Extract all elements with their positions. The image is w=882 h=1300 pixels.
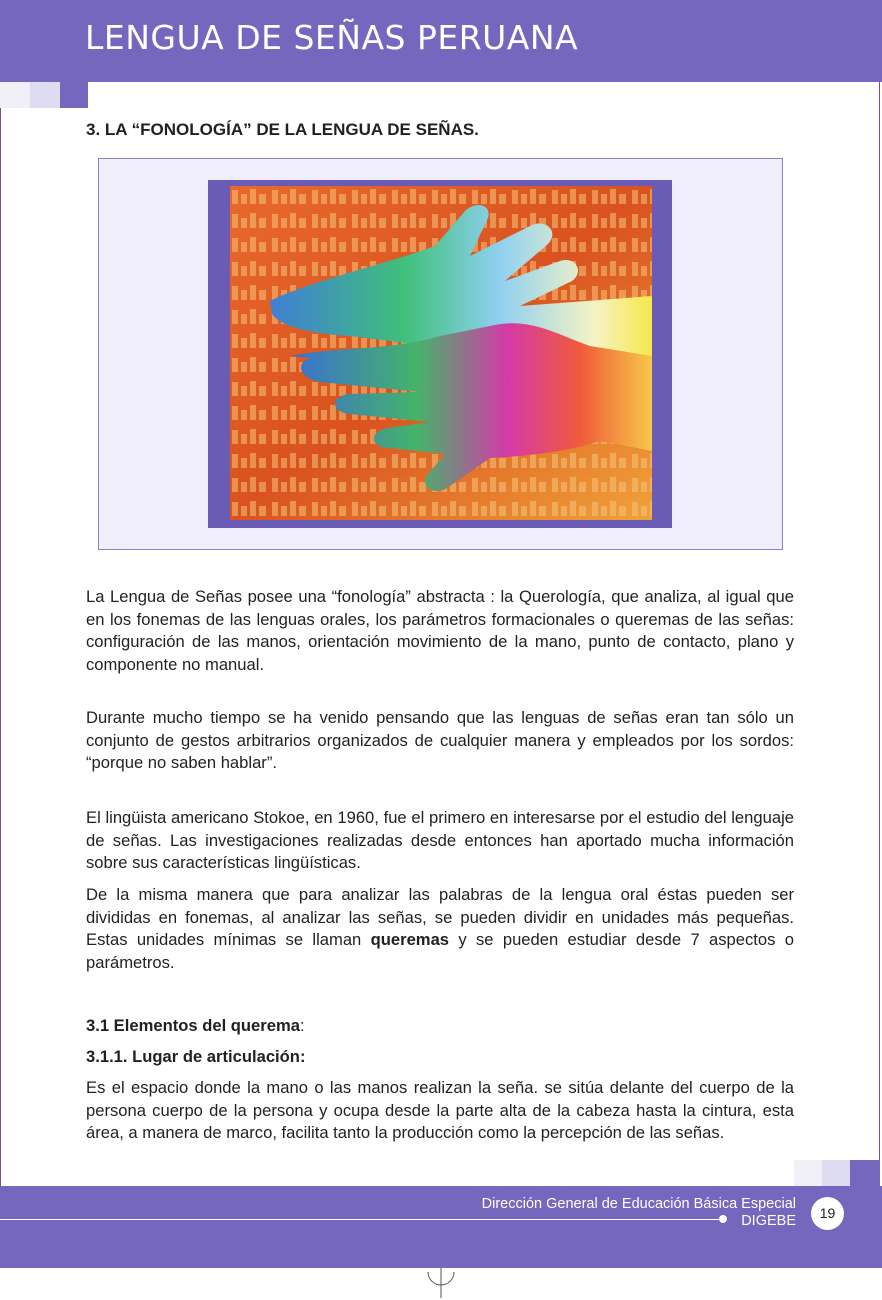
paragraph-queremas-text-a: De la misma manera que para analizar las palabras de la lengua oral éstas pueden ser divididas en fonemas, al analizar las señas, se pueden dividir en unidades más pequeñas. Estas unidades mínimas se llaman	[86, 885, 794, 949]
page-number: 19	[811, 1197, 844, 1230]
header-title: LENGUA DE SEÑAS PERUANA	[85, 18, 579, 57]
section-title: 3. LA “FONOLOGÍA” DE LA LENGUA DE SEÑAS.	[86, 120, 479, 139]
subheading-elementos	[86, 1016, 305, 1036]
header-band	[0, 0, 882, 82]
footer-bullet	[719, 1215, 727, 1223]
hands-illustration	[230, 186, 652, 520]
term-queremas: queremas	[370, 930, 450, 949]
footer-organization: Dirección General de Educación Básica Especial	[481, 1196, 796, 1212]
paragraph-stokoe: El lingüista americano Stokoe, en 1960, fue el primero en interesarse por el estudio del lenguaje de señas. Las investigaciones realizadas desde entonces han aportado mucha información sobre sus características lingüísticas.	[86, 808, 794, 872]
footer-rule	[0, 1219, 722, 1220]
subheading-elementos-label: 3.1 Elementos del querema	[86, 1016, 300, 1035]
subheading-elementos-colon: :	[299, 1016, 305, 1035]
paragraph-gestos: Durante mucho tiempo se ha venido pensando que las lenguas de señas eran tan sólo un conjunto de gestos arbitrarios organizados de cualquier manera y empleados por los sordos: “porque no saben hablar”.	[86, 708, 794, 772]
crop-mark-icon	[426, 1268, 456, 1298]
header-decoration	[0, 82, 88, 108]
paragraph-queremas-text-b: y se pueden estudiar desde 7 aspectos o parámetros.	[86, 930, 794, 972]
paragraph-queremas	[86, 884, 794, 974]
footer-decoration	[794, 1160, 880, 1186]
subheading-lugar: 3.1.1. Lugar de articulación:	[86, 1047, 306, 1066]
paragraph-querologia: La Lengua de Señas posee una “fonología” abstracta : la Querología, que analiza, al igual que en los fonemas de las lenguas orales, los parámetros formacionales o queremas de las señas: configuración de las manos, orientación movimiento de la mano, punto de contacto, plano y componente no manual.	[86, 587, 794, 674]
paragraph-lugar: Es el espacio donde la mano o las manos realizan la seña. se sitúa delante del cuerpo de la persona cuerpo de la persona y ocupa desde la parte alta de la cabeza hasta la cintura, esta área, a manera de marco, facilita tanto la producción como la percepción de las señas.	[86, 1078, 794, 1142]
footer-abbreviation: DIGEBE	[741, 1213, 796, 1229]
